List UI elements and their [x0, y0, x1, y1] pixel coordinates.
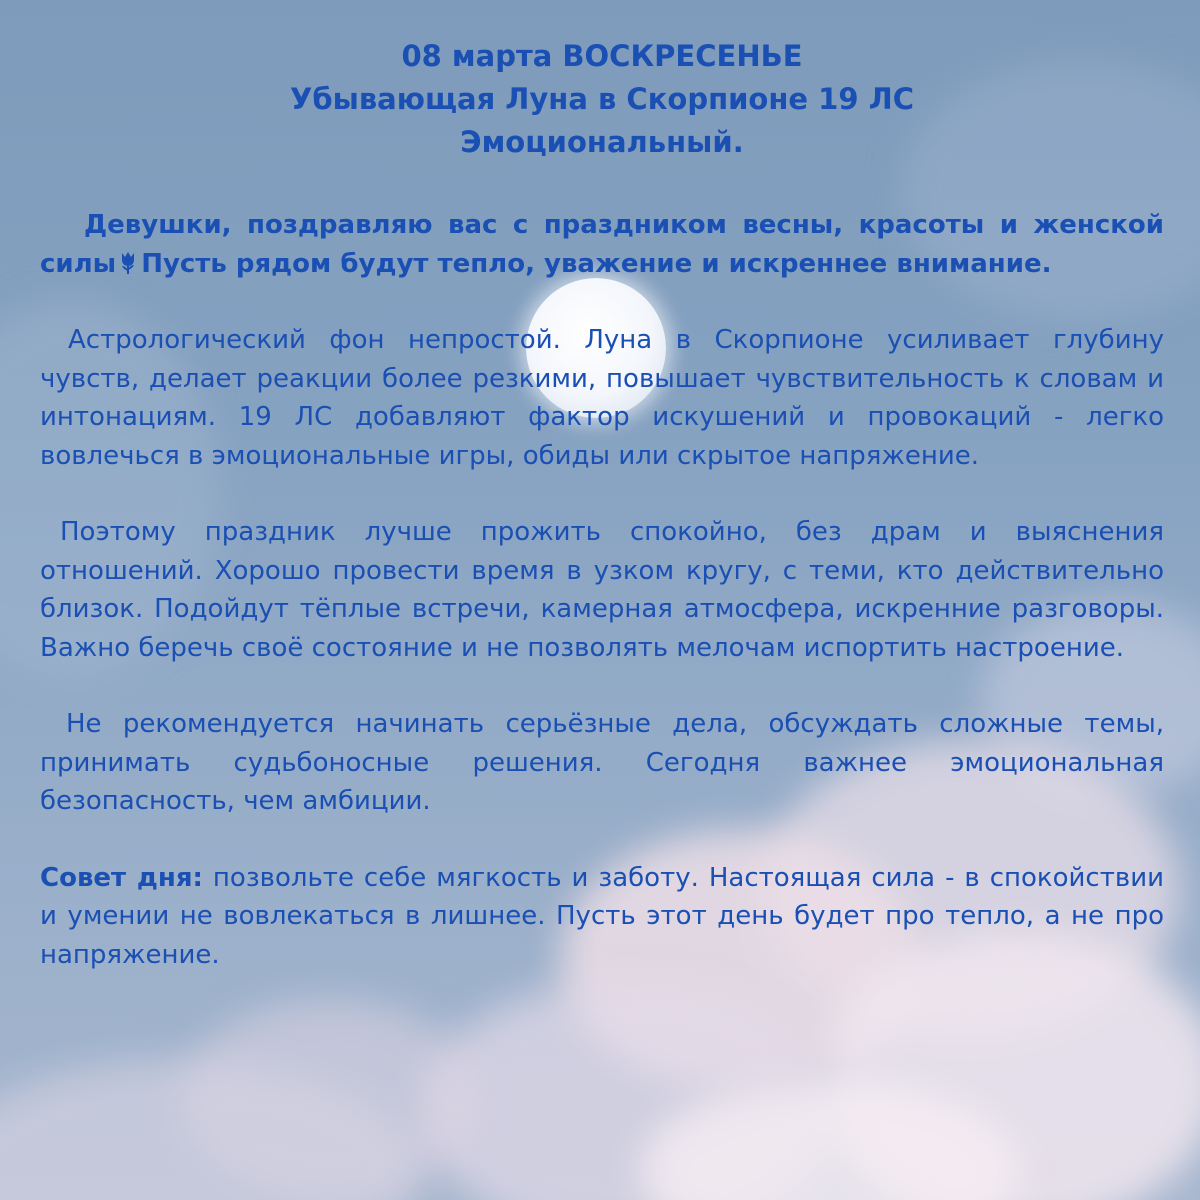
advice-paragraph — [40, 859, 1164, 975]
astro-paragraph: Астрологический фон непростой. Луна в Скорпионе усиливает глубину чувств, делает реакции более резкими, повышает чувствительность к словам и интонациям. 19 ЛС добавляют фактор искушений и провокаций - легко вовлечься в эмоциональные игры, обиды или скрытое напряжение. — [40, 325, 1164, 471]
advice-label: Совет дня: — [40, 862, 203, 893]
holiday-paragraph: Поэтому праздник лучше прожить спокойно, без драм и выяснения отношений. Хорошо провести время в узком кругу, с теми, кто действительно близок. Подойдут тёплые встречи, камерная атмосфера, искренние разговоры. Важно беречь своё состояние и не позволять мелочам испортить настроение. — [40, 517, 1164, 663]
greeting-paragraph — [40, 206, 1164, 283]
tulip-icon — [118, 251, 138, 275]
date-line: 08 марта ВОСКРЕСЕНЬЕ — [401, 39, 803, 73]
moon-line: Убывающая Луна в Скорпионе 19 ЛС — [290, 82, 914, 116]
warning-paragraph: Не рекомендуется начинать серьёзные дела, обсуждать сложные темы, принимать судьбоносные решения. Сегодня важнее эмоциональная безопасность, чем амбиции. — [40, 709, 1164, 816]
greeting-wish: Пусть рядом будут тепло, уважение и искреннее внимание. — [141, 248, 1052, 279]
post-heading — [40, 35, 1164, 164]
day-type: Эмоциональный. — [460, 125, 744, 159]
advice-text: позвольте себе мягкость и заботу. Настоящая сила - в спокойствии и умении не вовлекаться в лишнее. Пусть этот день будет про тепло, а не про напряжение. — [40, 862, 1164, 970]
greeting-text: Девушки, поздравляю вас с праздником весны, красоты и женской силы — [40, 210, 1164, 279]
